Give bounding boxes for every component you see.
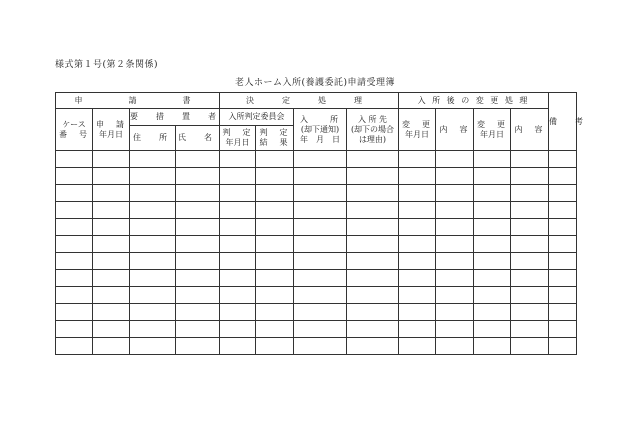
change-date-2-cell — [474, 287, 511, 304]
case-number-cell — [56, 270, 93, 287]
name-cell — [176, 270, 220, 287]
change-date-1-cell — [399, 219, 436, 236]
destination-cell — [347, 304, 399, 321]
name-cell — [176, 287, 220, 304]
change-date-header-2: 変 更 年月日 — [474, 109, 511, 151]
address-cell — [130, 185, 176, 202]
application-date-cell — [93, 185, 130, 202]
change-date-1-cell — [399, 185, 436, 202]
judgment-result-cell — [256, 321, 294, 338]
admission-date-cell — [294, 236, 347, 253]
case-number-cell — [56, 304, 93, 321]
table-row — [56, 253, 577, 270]
judgment-date-cell — [220, 253, 256, 270]
content-1-cell — [436, 151, 474, 168]
name-cell — [176, 253, 220, 270]
admission-date-cell — [294, 219, 347, 236]
judgment-result-cell — [256, 287, 294, 304]
table-row — [56, 287, 577, 304]
judgment-date-cell — [220, 168, 256, 185]
change-date-2-cell — [474, 270, 511, 287]
remarks-cell — [549, 185, 577, 202]
judgment-date-cell — [220, 219, 256, 236]
change-date-2-cell — [474, 321, 511, 338]
content-1-cell — [436, 270, 474, 287]
table-body — [56, 93, 588, 355]
address-cell — [130, 304, 176, 321]
decision-header: 決 定 処 理 — [220, 93, 399, 109]
destination-cell — [347, 202, 399, 219]
content-1-cell — [436, 321, 474, 338]
admission-date-cell — [294, 270, 347, 287]
remarks-cell — [549, 219, 577, 236]
remarks-cell — [549, 287, 577, 304]
change-date-1-cell — [399, 287, 436, 304]
case-number-header: ケース 番 号 — [56, 109, 93, 151]
remarks-cell — [549, 202, 577, 219]
admission-date-cell — [294, 287, 347, 304]
address-cell — [130, 151, 176, 168]
application-date-cell — [93, 202, 130, 219]
content-2-cell — [511, 168, 549, 185]
admission-date-header: 入 所 (却下通知) 年 月 日 — [294, 109, 347, 151]
admission-date-cell — [294, 168, 347, 185]
judgment-result-cell — [256, 270, 294, 287]
address-cell — [130, 236, 176, 253]
judgment-date-cell — [220, 321, 256, 338]
change-date-header-1: 変 更 年月日 — [399, 109, 436, 151]
application-date-header: 申 請 年月日 — [93, 109, 130, 151]
application-header: 申 請 書 — [56, 93, 220, 109]
judgment-result-cell — [256, 168, 294, 185]
judgment-result-cell — [256, 338, 294, 355]
header-row-2 — [56, 109, 577, 126]
address-header: 住 所 — [130, 126, 176, 151]
judgment-date-cell — [220, 151, 256, 168]
remarks-cell — [549, 270, 577, 287]
table-row — [56, 219, 577, 236]
remarks-cell — [549, 321, 577, 338]
document-title: 老人ホーム入所(養護委託)申請受理簿 — [234, 78, 396, 88]
remarks-cell — [549, 253, 577, 270]
remarks-cell — [549, 151, 577, 168]
content-1-cell — [436, 287, 474, 304]
destination-cell — [347, 270, 399, 287]
content-2-cell — [511, 338, 549, 355]
remarks-cell — [549, 236, 577, 253]
application-date-cell — [93, 219, 130, 236]
application-date-cell — [93, 253, 130, 270]
judgment-result-cell — [256, 185, 294, 202]
judgment-date-cell — [220, 304, 256, 321]
address-cell — [130, 168, 176, 185]
care-recipient-header: 要 措 置 者 — [130, 109, 220, 126]
admission-date-cell — [294, 151, 347, 168]
content-2-cell — [511, 151, 549, 168]
destination-cell — [347, 185, 399, 202]
name-cell — [176, 151, 220, 168]
change-date-2-cell — [474, 338, 511, 355]
content-1-cell — [436, 168, 474, 185]
destination-cell — [347, 219, 399, 236]
judgment-result-cell — [256, 219, 294, 236]
table-row — [56, 185, 577, 202]
admission-date-cell — [294, 202, 347, 219]
remarks-cell — [549, 168, 577, 185]
case-number-cell — [56, 236, 93, 253]
change-date-2-cell — [474, 304, 511, 321]
change-date-2-cell — [474, 202, 511, 219]
change-date-1-cell — [399, 304, 436, 321]
admission-date-cell — [294, 253, 347, 270]
address-cell — [130, 253, 176, 270]
address-cell — [130, 202, 176, 219]
judgment-date-cell — [220, 287, 256, 304]
judgment-result-header: 判 定 結 果 — [256, 126, 294, 151]
name-cell — [176, 236, 220, 253]
content-1-cell — [436, 202, 474, 219]
destination-cell — [347, 168, 399, 185]
change-date-1-cell — [399, 270, 436, 287]
application-date-cell — [93, 151, 130, 168]
content-1-cell — [436, 338, 474, 355]
change-date-1-cell — [399, 151, 436, 168]
application-date-cell — [93, 287, 130, 304]
table-row — [56, 236, 577, 253]
register-table — [55, 92, 588, 355]
destination-cell — [347, 287, 399, 304]
content-1-cell — [436, 219, 474, 236]
name-cell — [176, 219, 220, 236]
admission-date-cell — [294, 304, 347, 321]
application-date-cell — [93, 338, 130, 355]
content-2-cell — [511, 236, 549, 253]
change-date-1-cell — [399, 168, 436, 185]
content-2-cell — [511, 202, 549, 219]
application-date-cell — [93, 168, 130, 185]
content-header-2: 内 容 — [511, 109, 549, 151]
application-date-cell — [93, 270, 130, 287]
change-date-2-cell — [474, 253, 511, 270]
remarks-header: 備 考 — [549, 93, 577, 151]
case-number-cell — [56, 287, 93, 304]
judgment-result-cell — [256, 253, 294, 270]
committee-header: 入所判定委員会 — [220, 109, 294, 126]
name-cell — [176, 168, 220, 185]
after-admission-header: 入 所 後 の 変 更 処 理 — [399, 93, 549, 109]
name-cell — [176, 321, 220, 338]
destination-header: 入 所 先 (却下の場合 は理由) — [347, 109, 399, 151]
admission-date-cell — [294, 321, 347, 338]
application-date-cell — [93, 321, 130, 338]
change-date-1-cell — [399, 321, 436, 338]
content-2-cell — [511, 219, 549, 236]
address-cell — [130, 270, 176, 287]
change-date-2-cell — [474, 151, 511, 168]
table-row — [56, 304, 577, 321]
judgment-result-cell — [256, 236, 294, 253]
content-1-cell — [436, 185, 474, 202]
table-row — [56, 151, 577, 168]
case-number-cell — [56, 202, 93, 219]
judgment-date-header: 判 定 年月日 — [220, 126, 256, 151]
address-cell — [130, 287, 176, 304]
change-date-2-cell — [474, 168, 511, 185]
application-date-cell — [93, 304, 130, 321]
name-cell — [176, 304, 220, 321]
judgment-date-cell — [220, 338, 256, 355]
destination-cell — [347, 338, 399, 355]
destination-cell — [347, 253, 399, 270]
judgment-date-cell — [220, 185, 256, 202]
address-cell — [130, 219, 176, 236]
name-header: 氏 名 — [176, 126, 220, 151]
content-1-cell — [436, 253, 474, 270]
destination-cell — [347, 151, 399, 168]
case-number-cell — [56, 151, 93, 168]
change-date-2-cell — [474, 236, 511, 253]
change-date-1-cell — [399, 202, 436, 219]
content-2-cell — [511, 253, 549, 270]
case-number-cell — [56, 219, 93, 236]
case-number-cell — [56, 168, 93, 185]
name-cell — [176, 202, 220, 219]
change-date-1-cell — [399, 253, 436, 270]
name-cell — [176, 185, 220, 202]
case-number-cell — [56, 253, 93, 270]
remarks-cell — [549, 338, 577, 355]
judgment-result-cell — [256, 151, 294, 168]
content-2-cell — [511, 287, 549, 304]
table-row — [56, 338, 577, 355]
destination-cell — [347, 321, 399, 338]
case-number-cell — [56, 321, 93, 338]
change-date-2-cell — [474, 185, 511, 202]
content-2-cell — [511, 185, 549, 202]
judgment-result-cell — [256, 304, 294, 321]
judgment-date-cell — [220, 202, 256, 219]
judgment-date-cell — [220, 236, 256, 253]
judgment-result-cell — [256, 202, 294, 219]
case-number-cell — [56, 185, 93, 202]
header-row-1 — [56, 93, 577, 109]
content-2-cell — [511, 270, 549, 287]
admission-date-cell — [294, 338, 347, 355]
case-number-cell — [56, 338, 93, 355]
remarks-cell — [549, 304, 577, 321]
content-header-1: 内 容 — [436, 109, 474, 151]
change-date-1-cell — [399, 338, 436, 355]
change-date-1-cell — [399, 236, 436, 253]
name-cell — [176, 338, 220, 355]
address-cell — [130, 338, 176, 355]
destination-cell — [347, 236, 399, 253]
content-2-cell — [511, 321, 549, 338]
judgment-date-cell — [220, 270, 256, 287]
change-date-2-cell — [474, 219, 511, 236]
address-cell — [130, 321, 176, 338]
form-number-label: 様式第１号(第２条関係) — [55, 60, 159, 70]
content-1-cell — [436, 236, 474, 253]
content-2-cell — [511, 304, 549, 321]
content-1-cell — [436, 304, 474, 321]
admission-date-cell — [294, 185, 347, 202]
table-row — [56, 321, 577, 338]
application-date-cell — [93, 236, 130, 253]
table-row — [56, 168, 577, 185]
table-row — [56, 202, 577, 219]
table-row — [56, 270, 577, 287]
